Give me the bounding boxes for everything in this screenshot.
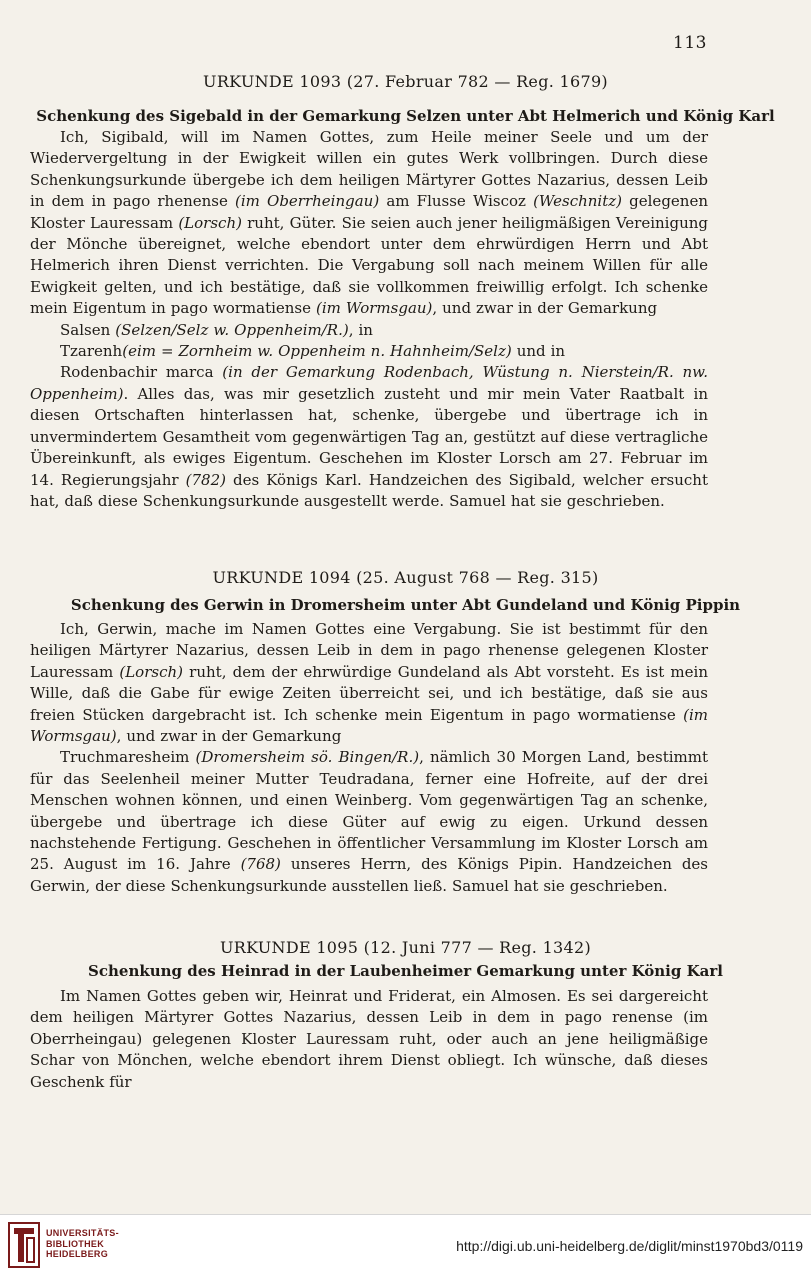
section-body <box>30 619 708 897</box>
italic-run: (Lorsch) <box>178 213 242 232</box>
section-heading: URKUNDE 1095 (12. Juni 777 — Reg. 1342) <box>219 938 592 957</box>
text-run: , und zwar in der Gemarkung <box>116 727 342 746</box>
section-heading: URKUNDE 1093 (27. Februar 782 — Reg. 1679) <box>203 72 608 91</box>
text-run: unseres Herrn, des Königs Pipin. Handzeichen des Gerwin, der diese Schenkungsurkunde ausstellen ließ. Samuel hat sie geschrieben. <box>30 855 708 895</box>
heidelberg-library-logo-icon <box>8 1222 40 1268</box>
italic-run: (im Wormsgau) <box>30 705 708 746</box>
italic-run: (Weschnitz) <box>533 192 623 211</box>
logo-line: BIBLIOTHEK <box>46 1238 104 1249</box>
section-heading: URKUNDE 1094 (25. August 768 — Reg. 315) <box>212 568 599 587</box>
text-run: ruht, Güter. Sie seien auch jener heiligmäßigen Vereinigung der Mönche übereignet, welche ebendort unter dem ehrwürdigen Herrn und Abt Helmerich ihren Dienst verrichten. Die Vergabung soll nach meinem Willen für alle Ewigkeit gelten, und ich bestätige, daß sie vollkommen freiwillig erfolgt. Ich schenke mein Eigentum in pago wormatiense <box>30 213 709 318</box>
section-body <box>30 986 708 1093</box>
italic-run: (782) <box>185 470 226 489</box>
section-subheading: Schenkung des Heinrad in der Laubenheimer Gemarkung unter König Karl <box>88 962 723 980</box>
text-run: Ich, Sigibald, will im Namen Gottes, zum Heile meiner Seele und um der Wiedervergeltung in der Ewigkeit willen ein gutes Werk vollbringen. Durch diese Schenkungsurkunde übergebe ich dem heiligen Märtyrer Gottes Nazarius, dessen Leib in dem in pago rhenense <box>30 128 708 211</box>
paragraph <box>30 362 708 512</box>
text-run: . Alles das, was mir gesetzlich zusteht und mir mein Vater Raatbalt in diesen Ortschaften hinterlassen hat, schenke, übergebe und übertrage ich in unvermindertem Gesamtheit vom gegenwärtigen Tag an, gestützt auf diese vertragliche Übereinkunft, als ewiges Eigentum. Geschehen im Kloster Lorsch am 27. Februar im 14. Regierungsjahr <box>30 384 708 489</box>
paragraph <box>30 127 708 320</box>
text-run: ruht, dem der ehrwürdige Gundeland als Abt vorsteht. Es ist mein Wille, daß die Gabe für ewige Zeiten überreicht sei, und ich bestätige, daß sie aus freien Stücken dargebracht ist. Ich schenke mein Eigentum in pago wormatiense <box>30 662 708 724</box>
text-run: Ich, Gerwin, mache im Namen Gottes eine Vergabung. Sie ist bestimmt für den heiligen Märtyrer Nazarius, dessen Leib in dem in pago rhenense gelegenen Kloster Lauressam <box>30 620 708 681</box>
italic-run: (im Oberrheingau) <box>235 192 380 211</box>
text-run: gelegenen Kloster Lauressam <box>30 192 708 232</box>
text-run: und in <box>511 342 566 361</box>
italic-run: (768) <box>240 855 281 874</box>
page-number: 113 <box>673 33 707 53</box>
paragraph <box>30 619 708 747</box>
italic-run: (in der Gemarkung Rodenbach, Wüstung n. Nierstein/R. nw. Oppenheim) <box>30 363 708 403</box>
paragraph <box>30 320 708 341</box>
text-run: Tzarenh <box>60 342 123 361</box>
section-body <box>30 127 708 512</box>
italic-run: (eim = Zornheim w. Oppenheim n. Hahnheim/Selz) <box>122 342 512 361</box>
italic-run: (Dromersheim sö. Bingen/R.) <box>195 748 420 767</box>
text-run: , nämlich 30 Morgen Land, bestimmt für das Seelenheil meiner Mutter Teudradana, ferner eine Hofreite, auf der drei Menschen wohnen können, und einen Weinberg. Vom gegenwärtigen Tag an schenke, übergebe und übertrage ich diese Güter auf ewig zu eigen. Urkund dessen nachstehende Fertigung. Geschehen in öffentlicher Versammlung im Kloster Lorsch am 25. August im 16. Jahre <box>30 748 708 874</box>
logo-line: HEIDELBERG <box>46 1249 109 1259</box>
italic-run: (im Wormsgau) <box>315 299 433 318</box>
text-run: des Königs Karl. Handzeichen des Sigibald, welcher ersucht hat, daß diese Schenkungsurkunde ausgestellt werde. Samuel hat sie geschrieben. <box>30 470 708 510</box>
text-run: , in <box>348 320 373 339</box>
paragraph <box>30 986 708 1093</box>
paragraph <box>30 341 708 362</box>
paragraph <box>30 747 708 897</box>
text-run: Salsen <box>60 320 116 339</box>
section-subheading: Schenkung des Sigebald in der Gemarkung Selzen unter Abt Helmerich und König Karl <box>36 107 775 125</box>
italic-run: (Selzen/Selz w. Oppenheim/R.) <box>115 320 349 339</box>
source-url-link[interactable]: http://digi.ub.uni-heidelberg.de/diglit/minst1970bd3/0119 <box>456 1238 803 1254</box>
italic-run: (Lorsch) <box>119 662 183 681</box>
text-run: am Flusse Wiscoz <box>379 192 534 211</box>
text-run: Im Namen Gottes geben wir, Heinrat und Friderat, ein Almosen. Es sei dargereicht dem heiligen Märtyrer Gottes Nazarius, dessen Leib in dem in pago renense (im Oberrheingau) gelegenen Kloster Lauressam ruht, oder auch an jene heiligmäßige Schar von Mönchen, welche ebendort ihrem Dienst obliegt. Ich wünsche, daß dieses Geschenk für <box>30 987 708 1091</box>
text-run: , und zwar in der Gemarkung <box>432 299 658 318</box>
text-run: Rodenbachir marca <box>60 363 223 382</box>
section-subheading: Schenkung des Gerwin in Dromersheim unter Abt Gundeland und König Pippin <box>70 596 741 614</box>
library-logo-text <box>46 1228 119 1260</box>
logo-line: UNIVERSITÄTS- <box>46 1228 119 1238</box>
text-run: Truchmaresheim <box>60 748 196 767</box>
